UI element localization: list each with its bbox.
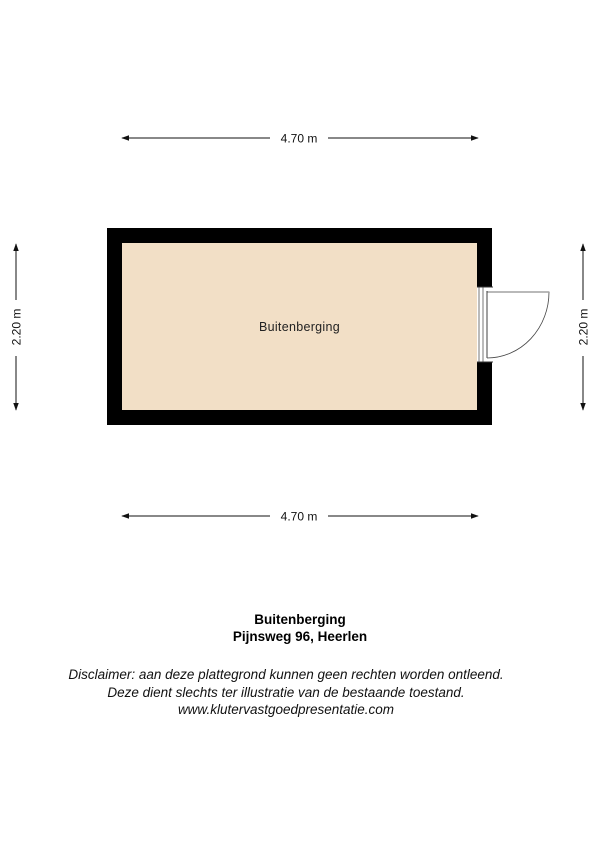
disclaimer-website: www.klutervastgoedpresentatie.com: [177, 702, 395, 717]
disclaimer-line-2: Deze dient slechts ter illustratie van de bestaande toestand.: [107, 685, 465, 700]
room-buitenberging: [107, 228, 549, 425]
door-swing-arc: [487, 292, 549, 358]
dimension-bottom: [122, 510, 478, 524]
dimension-top: [122, 132, 478, 146]
dimension-left-label: 2.20 m: [9, 308, 24, 346]
dimension-right-label: 2.20 m: [576, 308, 591, 346]
room-label: Buitenberging: [258, 320, 341, 334]
disclaimer-line-1: Disclaimer: aan deze plattegrond kunnen geen rechten worden ontleend.: [68, 667, 504, 682]
dimension-bottom-label: 4.70 m: [280, 509, 318, 524]
dimension-top-label: 4.70 m: [280, 131, 318, 146]
caption-address: Pijnsweg 96, Heerlen: [232, 629, 368, 644]
dimension-right: [577, 244, 591, 410]
caption-title: Buitenberging: [254, 612, 346, 627]
dimension-left: [10, 244, 24, 410]
